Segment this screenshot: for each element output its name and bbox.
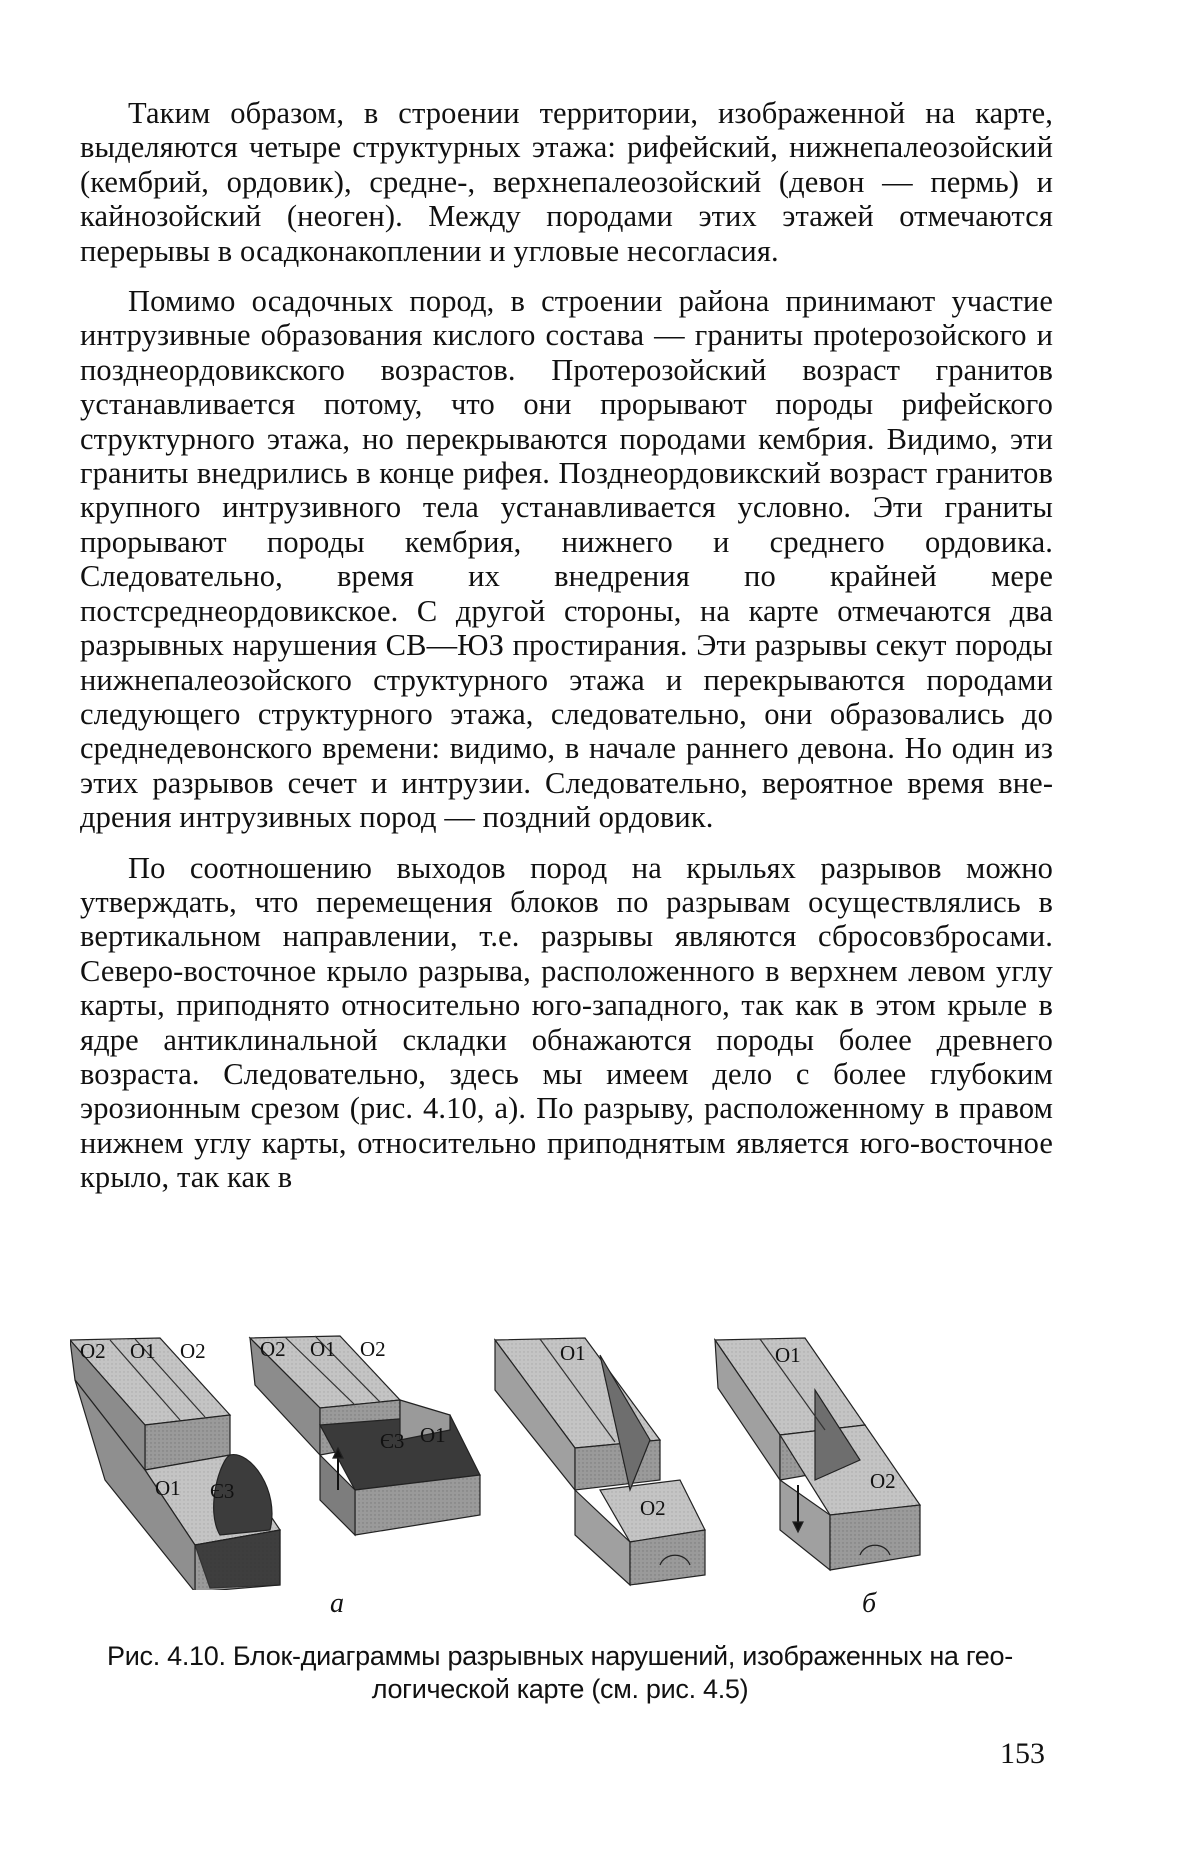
block-diagrams-illustration — [70, 1330, 1070, 1590]
label-a1-mid: O1 — [130, 1339, 156, 1363]
diagram-a-left — [70, 1338, 280, 1590]
paragraph-3: По соотношению выходов пород на крыльях разрывов можно утверждать, что перемещения блоков по разрывам осуществлялись в вертикальном направлении, т.е. разрывы являются сбросовзбросами. Северо-восточное крыло разрыва, расположенного в верхнем левом углу карты, приподнято относительно юго-западного, так как в этом крыле в ядре антиклинальной складки обнажаются породы более древнего возраста. Следовательно, здесь мы имеем дело с более глубоким эрозионным срезом (рис. 4.10, а). По разрыву, расположенному в правом нижнем углу карты, относительно приподнятым является юго-восточное крыло, так как в — [80, 850, 1053, 1195]
label-a2-mid: O1 — [310, 1337, 336, 1361]
subfigure-label-b: б — [862, 1588, 877, 1619]
label-b2-low: O2 — [870, 1469, 896, 1493]
diagram-b-left — [495, 1338, 705, 1585]
label-b1-top: O1 — [560, 1341, 586, 1365]
label-a2-core: Є3 — [380, 1429, 405, 1453]
figure-caption — [70, 1640, 1050, 1706]
diagram-b-right — [715, 1338, 920, 1570]
label-a1-left: O2 — [80, 1339, 106, 1363]
body-text — [80, 96, 1053, 1211]
label-a2-side: O1 — [420, 1423, 446, 1447]
subfigure-label-a: а — [330, 1588, 344, 1619]
label-b2-top: O1 — [775, 1343, 801, 1367]
label-a1-right: O2 — [180, 1339, 206, 1363]
paragraph-1: Таким образом, в строении территории, изображенной на карте, выделяются четыре структурных этажа: рифейский, нижнепалеозойский (кембрий, ордовик), средне-, верхнепалеозойский (девон — пермь) и кайнозойский (неоген). Между породами этих этажей отмечаются перерывы в осадконакоплении и угловые несогласия. — [80, 96, 1053, 268]
label-a2-left: O2 — [260, 1337, 286, 1361]
caption-line-2: логической карте (см. рис. 4.5) — [371, 1674, 749, 1704]
label-b1-low: O2 — [640, 1496, 666, 1520]
label-a1-lower: O1 — [155, 1476, 181, 1500]
label-a2-right: O2 — [360, 1337, 386, 1361]
figure-block-diagrams — [70, 1330, 1070, 1640]
caption-line-1: Рис. 4.10. Блок-диаграммы разрывных нарушений, изображенных на гео- — [107, 1641, 1013, 1671]
label-a1-core: Є3 — [210, 1479, 235, 1503]
page-number: 153 — [1000, 1737, 1045, 1770]
paragraph-2: Помимо осадочных пород, в строении района принимают участие интрузивные образования кислого состава — граниты прoteрозойского и позднеордовикского возрастов. Протерозойский возраст гранитов устанавливается потому, что они прорывают породы рифейского структурного этажа, но перекрываются породами кембрия. Видимо, эти граниты внедрились в конце рифея. Позднеордовикский возраст гранитов крупного интрузивного тела устанавливается условно. Эти граниты прорывают породы кембрия, нижнего и среднего ордовика. Следовательно, время их внедрения по крайней мере постсреднеордовикское. С другой стороны, на карте отмечаются два разрывных нарушения СВ—ЮЗ простирания. Эти разрывы секут породы нижнепалеозойского структурного этажа и перекрываются породами следующего структурного этажа, следовательно, они образовались до среднедевонского времени: видимо, в начале раннего девона. Но один из этих разрывов сечет и интрузии. Следовательно, вероятное время внедрения интрузивных пород — поздний ордовик. — [80, 284, 1053, 835]
